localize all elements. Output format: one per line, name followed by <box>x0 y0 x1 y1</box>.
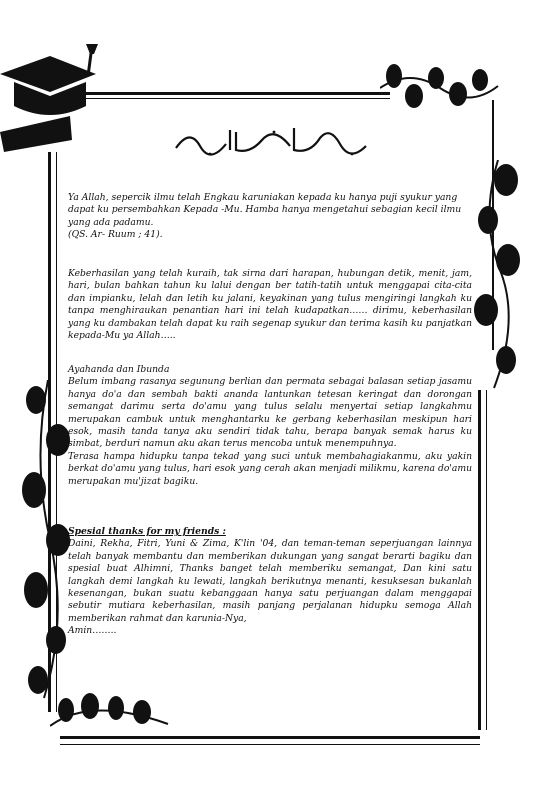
parents-paragraph-2: Terasa hampa hidupku tanpa tekad yang suci untuk membahagiakanmu, aku yakin berkat do'amu yang tulus, hari esok yang cerah akan menjadi milikmu, karena do'amu merupakan mu'jizat bagiku. <box>68 450 472 487</box>
quote-block <box>68 192 476 242</box>
vine-top-right-ornament <box>380 58 500 118</box>
bottom-border-line-thin <box>60 744 480 745</box>
parents-paragraph-1: Belum imbang rasanya segunung berlian dan permata sebagai balasan setiap jasamu hanya do'a dan sembah bakti ananda lantunkan tetesan keringat dan dorongan semangat darimu serta do'amu yang tulus selalu menyertai setiap langkahmu merupakan cambuk untuk menghantarku ke gerbang keberhasilan meskipun hari esok, masih tanda tanya aku sendiri tidak tahu, berapa banyak semak harus ku simbat, berduri namun aku akan terus mencoba untuk menempuhnya. <box>68 376 472 450</box>
closing-amin: Amin…….. <box>68 625 117 637</box>
right-border-line-thin <box>486 390 487 730</box>
right-border-line <box>478 390 481 730</box>
graduation-cap-icon <box>0 44 100 154</box>
vine-right-ornament <box>470 160 526 390</box>
basmala-calligraphy <box>170 118 370 158</box>
parents-heading: Ayahanda dan Ibunda <box>68 364 170 375</box>
vine-bottom-ornament <box>50 686 170 736</box>
friends-paragraph: Daini, Rekha, Fitri, Yuni & Zima, K'lin '04, dan teman-teman seperjuangan lainnya telah banyak membantu dan memberikan dukungan yang sangat berarti bagiku dan spesial buat Alhimni, Thanks banget telah memberiku semangat, Dan kini satu langkah demi langkah ku lewati, langkah berikutnya menanti, kesuksesan bukanlah kesenangan, bukan suatu kebanggaan hanya satu perjuangan dalam menggapai sebutir mutiara keberhasilan, masih panjang perjalanan hidupku semoga Allah memberikan rahmat dan karunia-Nya, <box>68 538 472 624</box>
bottom-border-line <box>60 736 480 739</box>
top-border-line-thin <box>60 98 390 99</box>
quote-text: Ya Allah, sepercik ilmu telah Engkau karuniakan kepada ku hanya puji syukur yang dapat ku persembahkan Kepada -Mu. Hamba hanya mengetahui sebagian kecil ilmu yang ada padamu. <box>68 192 462 228</box>
top-border-line <box>60 92 390 95</box>
gratitude-text: Keberhasilan yang telah kuraih, tak sirna dari harapan, hubungan detik, menit, jam, hari, bulan bahkan tahun ku lalui dengan ber tatih-tatih untuk menggapai cita-cita dan impianku, lelah dan letih ku jalani, keyakinan yang tulus mengiringi langkah ku tanpa menghiraukan penantian hari ini telah kudapatkan…… dirimu, keberhasilan yang ku dambakan telah dapat ku raih segenap syukur dan terima kasih ku panjatkan kepada-Mu ya Allah….. <box>68 268 472 342</box>
quote-source: (QS. Ar- Ruum ; 41). <box>68 229 163 241</box>
gratitude-paragraph <box>68 268 472 342</box>
vine-left-ornament <box>18 380 74 700</box>
friends-section <box>68 526 472 638</box>
parents-section <box>68 364 472 488</box>
friends-heading: Spesial thanks for my friends : <box>68 526 226 537</box>
